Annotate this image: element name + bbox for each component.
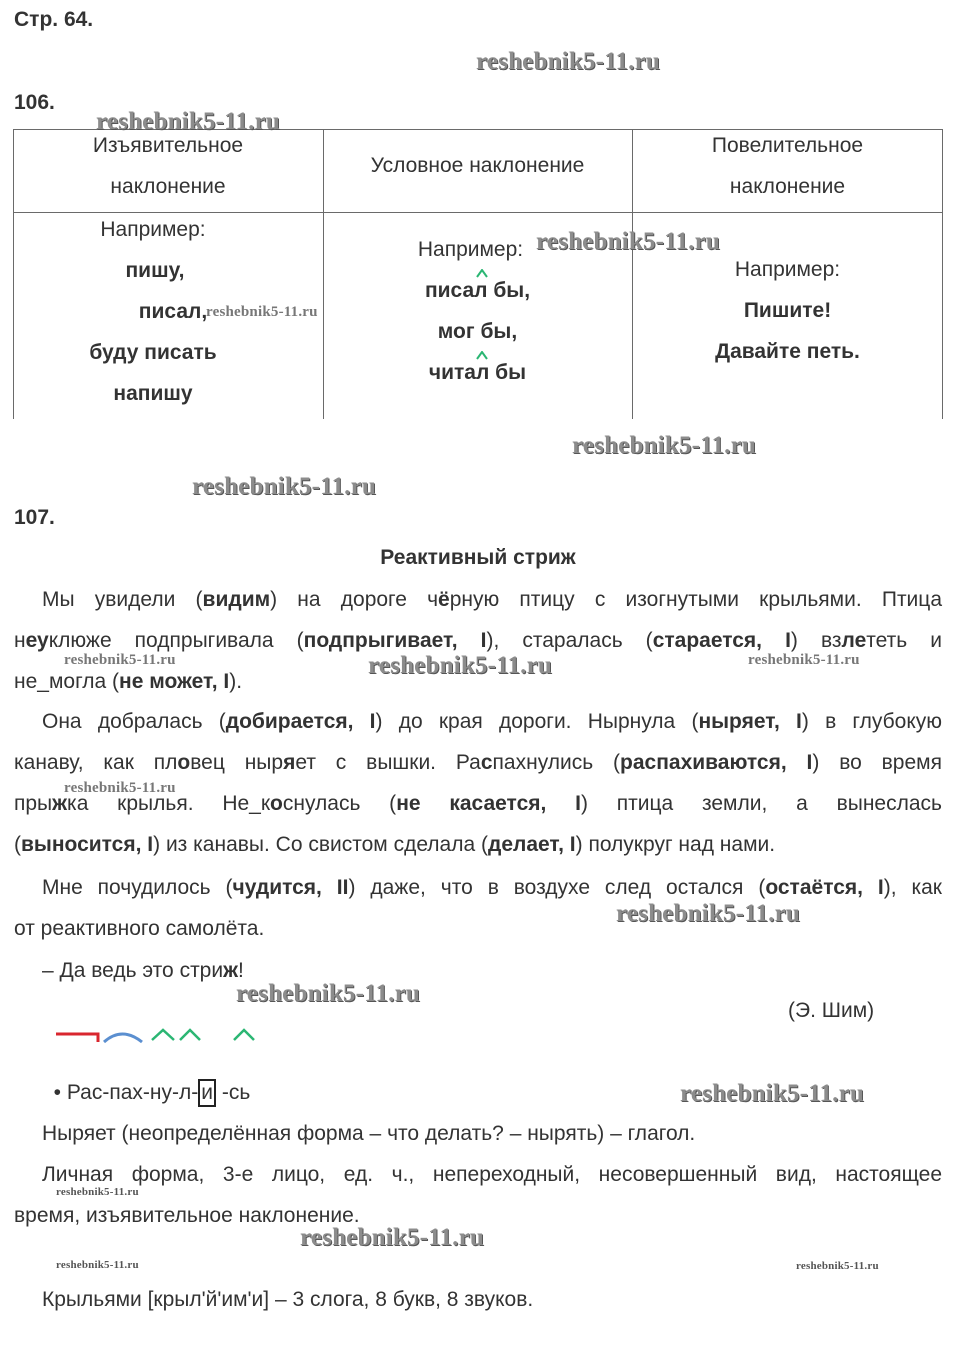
example-word: Давайте петь.	[715, 340, 860, 363]
phonetic-analysis: Крыльями [крыл'й'им'и] – 3 слога, 8 букв, 8 звуков.	[42, 1288, 534, 1311]
example-word: читал бы	[428, 361, 527, 384]
watermark: reshebnik5-11.ru	[64, 780, 176, 796]
suffix-mark-icon	[476, 351, 488, 360]
watermark: reshebnik5-11.ru	[64, 652, 176, 668]
example-word: писал,	[138, 300, 208, 323]
watermark: reshebnik5-11.ru	[236, 980, 421, 1007]
dialogue-line: – Да ведь это стриж!	[42, 959, 244, 982]
author: (Э. Шим)	[788, 999, 875, 1022]
text-line: (выносится, I) из канавы. Со свистом сделала (делает, I) полукруг над нами.	[14, 833, 776, 856]
example-label: Например:	[734, 258, 841, 281]
task-107-number: 107.	[14, 506, 55, 529]
text-line: не_могла (не может, I).	[14, 670, 243, 693]
text-line: Личная форма, 3-е лицо, ед. ч., непереходный, несовершенный вид, настоящее	[42, 1163, 942, 1186]
watermark: reshebnik5-11.ru	[476, 48, 661, 75]
text-line: Она добралась (добирается, I) до края дороги. Нырнула (ныряет, I) в глубокую	[42, 710, 943, 733]
example-label: Например:	[100, 218, 206, 241]
header-indicative	[13, 125, 323, 207]
paragraph-3	[14, 867, 942, 949]
text-line: неуклюже подпрыгивала (подпрыгивает, I), старалась (старается, I) взлететь и	[14, 629, 942, 652]
paragraph-1	[14, 579, 942, 702]
text-line: Мне почудилось (чудится, II) даже, что в воздухе след остался (остаётся, I), как	[42, 876, 942, 899]
morph-bullet: •	[53, 1081, 67, 1104]
watermark: reshebnik5-11.ru	[206, 304, 318, 320]
example-word: мог бы,	[437, 320, 518, 343]
watermark: reshebnik5-11.ru	[616, 900, 801, 927]
morpheme-marks-icon	[54, 1026, 264, 1046]
text-title: Реактивный стриж	[380, 546, 576, 569]
example-word: Пишите!	[743, 299, 832, 322]
watermark: reshebnik5-11.ru	[192, 473, 377, 500]
text-line: прыжка крылья. Не_коснулась (не касается, I) птица земли, а вынеслась	[14, 792, 942, 815]
task-106-number: 106.	[14, 91, 55, 114]
morph-ending: и	[198, 1079, 216, 1107]
morph-suffix: л	[179, 1081, 192, 1104]
example-word: пишу,	[125, 259, 185, 282]
text-line: время, изъявительное наклонение.	[14, 1204, 360, 1227]
watermark: reshebnik5-11.ru	[572, 432, 757, 459]
analysis-line-1: Ныряет (неопределённая форма – что делать? – нырять) – глагол.	[42, 1122, 696, 1145]
header-line: наклонение	[110, 175, 226, 198]
page-label: Стр. 64.	[14, 8, 94, 31]
text-line: канаву, как пловец ныряет с вышки. Распахнулись (распахиваются, I) во время	[14, 751, 942, 774]
header-line: Изъявительное	[92, 134, 244, 157]
morph-prefix: Рас	[66, 1081, 103, 1104]
header-line: Повелительное	[711, 134, 864, 157]
watermark: reshebnik5-11.ru	[680, 1080, 865, 1107]
watermark: reshebnik5-11.ru	[748, 652, 860, 668]
watermark: reshebnik5-11.ru	[56, 1186, 139, 1198]
header-line: наклонение	[729, 175, 846, 198]
imperative-examples	[632, 249, 943, 372]
header-conditional	[323, 145, 632, 186]
watermark: reshebnik5-11.ru	[536, 228, 721, 255]
morph-postfix: -сь	[216, 1081, 251, 1104]
header-line: Условное наклонение	[370, 154, 585, 177]
text-line: от реактивного самолёта.	[14, 917, 265, 940]
watermark: reshebnik5-11.ru	[56, 1259, 139, 1271]
moods-table	[13, 129, 943, 419]
watermark: reshebnik5-11.ru	[96, 108, 281, 135]
text-line: Мы увидели (видим) на дороге чёрную птицу с изогнутыми крыльями. Птица	[42, 588, 942, 611]
suffix-mark-icon	[476, 269, 488, 278]
morpheme-parse: • Рас-пах-ну-л- и -сь	[42, 1031, 250, 1113]
morph-root: пах	[109, 1081, 143, 1104]
morph-suffix: ну	[149, 1081, 173, 1104]
example-word: напишу	[113, 382, 193, 405]
watermark: reshebnik5-11.ru	[796, 1260, 879, 1272]
example-label: Например:	[417, 238, 524, 261]
watermark: reshebnik5-11.ru	[368, 652, 553, 679]
header-imperative	[632, 125, 943, 207]
example-word: писал бы,	[424, 279, 531, 302]
watermark: reshebnik5-11.ru	[300, 1224, 485, 1251]
example-word: буду писать	[89, 341, 217, 364]
